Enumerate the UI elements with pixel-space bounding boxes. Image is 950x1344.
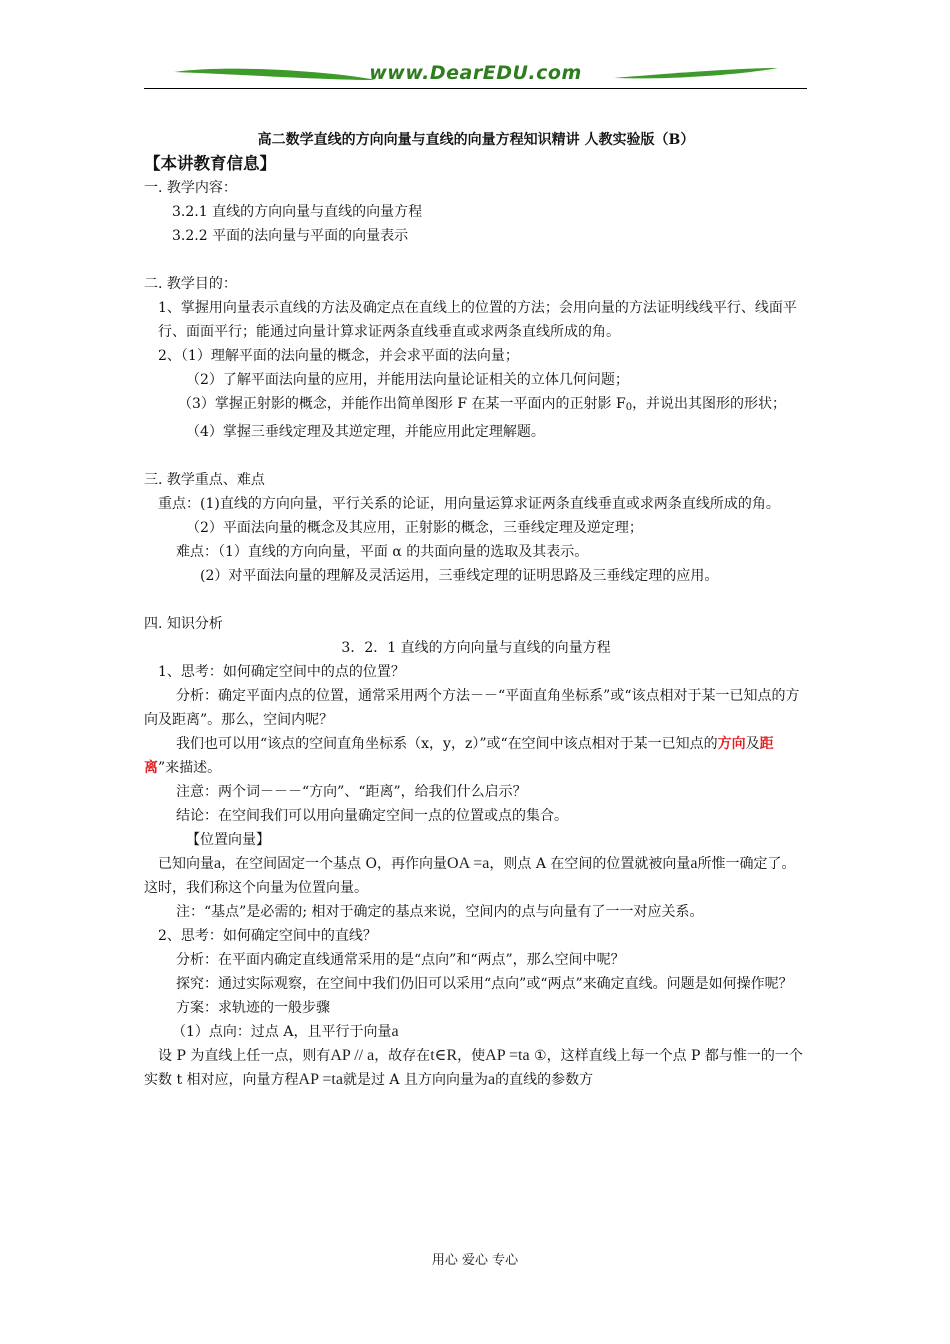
- question-2-plan: 方案：求轨迹的一般步骤: [176, 1000, 330, 1016]
- section-3-heading: 三. 教学重点、难点: [144, 472, 265, 488]
- key-points: 重点：(1)直线的方向向量，平行关系的论证，用向量运算求证两条直线垂直或求两条直线所成的角。: [158, 496, 780, 512]
- question-1-analysis: 分析：确定平面内点的位置，通常采用两个方法－－“平面直角坐标系”或“该点相对于某一已知点的方向及距离”。那么，空间内呢？: [144, 688, 800, 728]
- objective-2-2: （2）了解平面法向量的应用，并能用法向量论证相关的立体几何问题；: [186, 372, 629, 388]
- question-2-step-1: （1）点向：过点 A，且平行于向量a: [172, 1023, 399, 1040]
- difficult-points: 难点：（1）直线的方向向量，平面 α 的共面向量的选取及其表示。: [176, 544, 589, 560]
- page-header: [144, 58, 807, 92]
- section-2-heading: 二. 教学目的：: [144, 276, 237, 292]
- question-2-analysis: 分析：在平面内确定直线通常采用的是“点向”和“两点”，那么空间中呢？: [176, 952, 625, 968]
- position-vector-note: 注：“基点”是必需的; 相对于确定的基点来说，空间内的点与向量有了一一对应关系。: [176, 904, 704, 920]
- question-2-paragraph: 设 P 为直线上任一点，则有AP // a，故存在t∈R，使AP =ta ①，这样直线上每一个点 P 都与惟一的一个实数 t 相对应，向量方程AP =ta就是过 A 且方向向量为a的直线的参数方: [144, 1047, 803, 1088]
- info-heading: 【本讲教育信息】: [144, 154, 276, 173]
- site-logo: www.DearEDU.com: [369, 62, 582, 84]
- question-2: 2、思考：如何确定空间中的直线？: [158, 928, 377, 944]
- position-vector-paragraph: 已知向量a，在空间固定一个基点 O，再作向量OA =a，则点 A 在空间的位置就被向量a所惟一确定了。这时，我们称这个向量为位置向量。: [144, 855, 796, 896]
- question-1: 1、思考：如何确定空间中的点的位置？: [158, 664, 405, 680]
- objective-2-3: （3）掌握正射影的概念，并能作出简单图形 F 在某一平面内的正射影 $F_0$，并说出其图形的形状；: [178, 396, 787, 413]
- question-1-paragraph: 我们也可以用“该点的空间直角坐标系（x，y，z）”或“在空间中该点相对于某一已知点的方向及距离”来描述。: [144, 736, 774, 776]
- objective-1: 1、掌握用向量表示直线的方法及确定点在直线上的位置的方法；会用向量的方法证明线线平行、线面平行、面面平行；能通过向量计算求证两条直线垂直或求两条直线所成的角。: [158, 300, 797, 340]
- content-item-2: 3.2.2 平面的法向量与平面的向量表示: [172, 228, 409, 244]
- question-2-explore: 探究：通过实际观察，在空间中我们仍旧可以采用“点向”或“两点”来确定直线。问题是如何操作呢？: [176, 976, 793, 992]
- subsection-title: 3．2．1 直线的方向向量与直线的向量方程: [341, 640, 611, 656]
- objective-2-4: （4）掌握三垂线定理及其逆定理，并能应用此定理解题。: [186, 424, 545, 440]
- header-divider: [144, 88, 807, 89]
- page-title: 高二数学直线的方向向量与直线的向量方程知识精讲 人教实验版（B）: [257, 132, 695, 148]
- section-1-heading: 一. 教学内容：: [144, 180, 237, 196]
- position-vector-heading: 【位置向量】: [186, 832, 270, 848]
- objective-2: 2、（1）理解平面的法向量的概念，并会求平面的法向量；: [158, 348, 519, 364]
- key-points-2: （2）平面法向量的概念及其应用，正射影的概念，三垂线定理及逆定理；: [186, 520, 643, 536]
- question-1-note: 注意：两个词－－－“方向”、“距离”，给我们什么启示？: [176, 784, 527, 800]
- difficult-points-2: (2）对平面法向量的理解及灵活运用，三垂线定理的证明思路及三垂线定理的应用。: [200, 568, 719, 584]
- question-1-conclusion: 结论：在空间我们可以用向量确定空间一点的位置或点的集合。: [176, 808, 568, 824]
- page-footer: 用心 爱心 专心: [431, 1253, 519, 1268]
- document-body: [144, 128, 808, 1092]
- content-item-1: 3.2.1 直线的方向向量与直线的向量方程: [172, 204, 423, 220]
- section-4-heading: 四. 知识分析: [144, 616, 223, 632]
